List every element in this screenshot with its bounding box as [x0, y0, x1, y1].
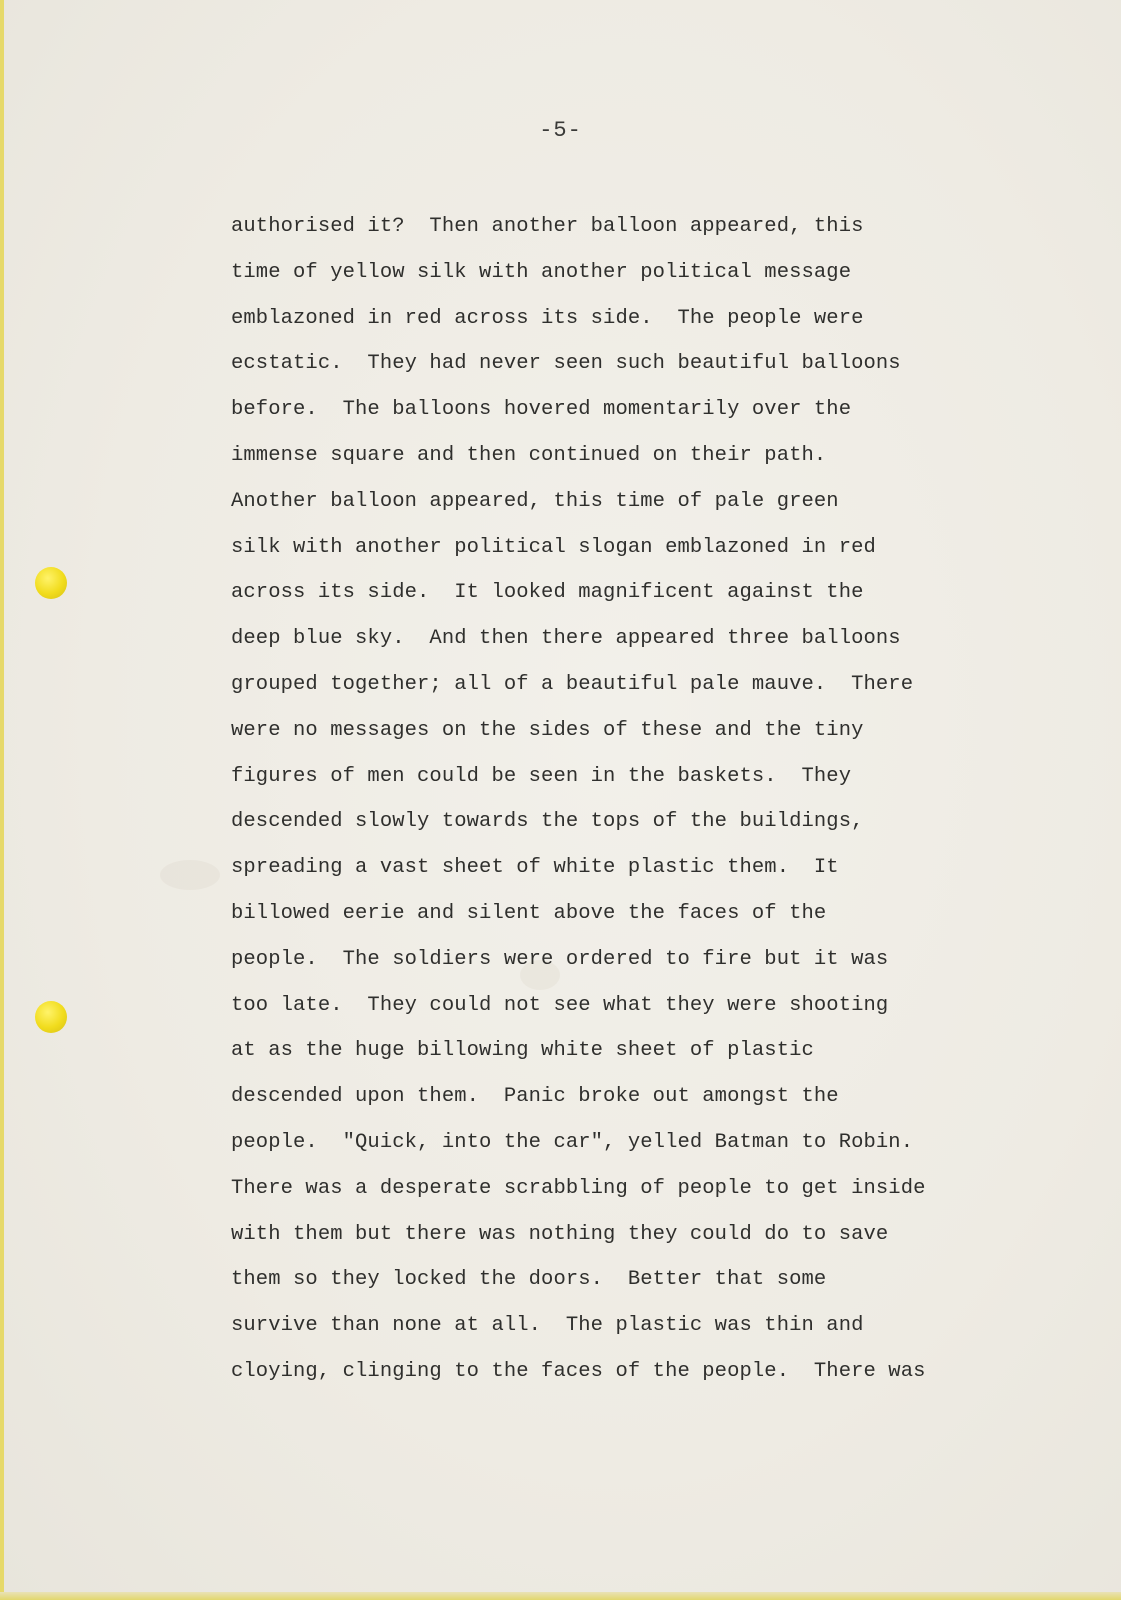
text-line: before. The balloons hovered momentarily over the: [231, 398, 852, 422]
text-line: emblazoned in red across its side. The people were: [231, 306, 864, 330]
text-line: were no messages on the sides of these and the tiny: [231, 718, 864, 742]
text-line: There was a desperate scrabbling of people to get inside: [231, 1176, 926, 1200]
text-line: deep blue sky. And then there appeared three balloons: [231, 627, 901, 651]
text-line: people. "Quick, into the car", yelled Batman to Robin.: [231, 1130, 914, 1154]
text-line: figures of men could be seen in the baskets. They: [231, 764, 852, 788]
paper-left-edge: [0, 0, 4, 1600]
text-line: too late. They could not see what they were shooting: [231, 993, 889, 1017]
text-line: people. The soldiers were ordered to fire but it was: [231, 947, 889, 971]
text-line: survive than none at all. The plastic was thin and: [231, 1314, 864, 1338]
text-line: with them but there was nothing they could do to save: [231, 1222, 889, 1246]
punch-hole: [35, 567, 67, 599]
text-line: them so they locked the doors. Better that some: [231, 1268, 827, 1292]
text-line: spreading a vast sheet of white plastic them. It: [231, 856, 839, 880]
text-line: grouped together; all of a beautiful pale mauve. There: [231, 672, 914, 696]
text-line: authorised it? Then another balloon appeared, this: [231, 215, 864, 238]
text-line: billowed eerie and silent above the faces of the: [231, 901, 827, 925]
text-line: ecstatic. They had never seen such beautiful balloons: [231, 352, 901, 376]
typed-body-text: [231, 212, 1111, 1403]
text-line: descended slowly towards the tops of the buildings,: [231, 810, 864, 834]
text-line: cloying, clinging to the faces of the people. There was: [231, 1359, 926, 1383]
text-line: descended upon them. Panic broke out amongst the: [231, 1085, 839, 1109]
text-line: at as the huge billowing white sheet of plastic: [231, 1039, 814, 1063]
punch-hole: [35, 1001, 67, 1033]
paper-bottom-edge: [0, 1592, 1121, 1600]
text-line: time of yellow silk with another political message: [231, 260, 852, 284]
text-line: Another balloon appeared, this time of pale green: [231, 489, 839, 513]
text-line: across its side. It looked magnificent against the: [231, 581, 864, 605]
paper-smudge: [160, 860, 220, 890]
text-line: immense square and then continued on their path.: [231, 443, 827, 467]
text-line: silk with another political slogan emblazoned in red: [231, 535, 876, 559]
page-number: -5-: [539, 118, 582, 143]
